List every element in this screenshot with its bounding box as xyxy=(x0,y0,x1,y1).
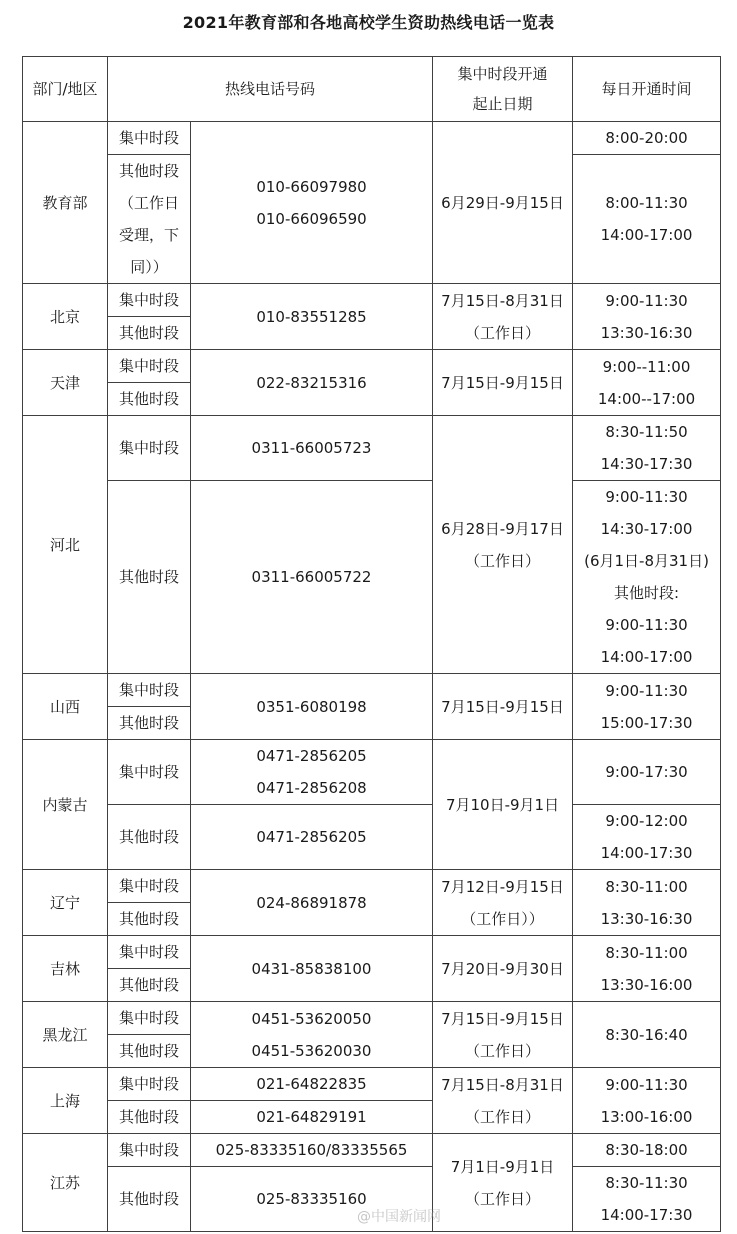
hours-cell: 8:30-18:00 xyxy=(573,1134,721,1167)
table-row xyxy=(23,1068,721,1101)
hours-line: 13:30-16:30 xyxy=(600,323,693,342)
hours-line: 13:30-16:00 xyxy=(600,975,693,994)
hotline-table xyxy=(22,56,721,1232)
header-period xyxy=(433,57,573,122)
dates-cell xyxy=(433,416,573,674)
hours-cell xyxy=(573,1068,721,1134)
dates-line: 7月1日-9月1日 xyxy=(450,1157,555,1176)
region-cell: 江苏 xyxy=(23,1134,108,1232)
segment-cell: 其他时段 xyxy=(108,1167,191,1232)
table-row xyxy=(23,416,721,481)
phone-number: 010-66097980 xyxy=(256,177,367,196)
segment-cell xyxy=(108,155,191,284)
segment-line: 其他时段 xyxy=(118,162,179,180)
segment-cell: 集中时段 xyxy=(108,1134,191,1167)
dates-cell xyxy=(433,1068,573,1134)
hours-line: 14:30-17:30 xyxy=(600,455,693,473)
phone-cell: 0311-66005722 xyxy=(191,481,433,674)
phone-cell xyxy=(191,1002,433,1068)
segment-cell: 其他时段 xyxy=(108,317,191,350)
table-row xyxy=(23,740,721,805)
phone-cell: 025-83335160/83335565 xyxy=(191,1134,433,1167)
hours-cell xyxy=(573,870,721,936)
phone-cell xyxy=(191,122,433,284)
table-row xyxy=(23,1002,721,1035)
hours-line: 14:00-17:00 xyxy=(600,648,693,666)
hours-line: 14:00--17:00 xyxy=(597,389,696,408)
table-row xyxy=(23,350,721,383)
segment-cell: 其他时段 xyxy=(108,1101,191,1134)
dates-line: 7月12日-9月15日 xyxy=(441,877,564,896)
hours-line: 其他时段: xyxy=(613,584,680,602)
phone-cell: 0431-85838100 xyxy=(191,936,433,1002)
hours-cell: 9:00-17:30 xyxy=(573,740,721,805)
hours-cell xyxy=(573,805,721,870)
region-cell: 河北 xyxy=(23,416,108,674)
dates-line: （工作日） xyxy=(465,1041,541,1060)
header-period-line: 起止日期 xyxy=(472,95,533,113)
segment-cell: 其他时段 xyxy=(108,903,191,936)
hours-line: 8:00-11:30 xyxy=(605,194,688,212)
phone-number: 0471-2856205 xyxy=(256,747,367,765)
dates-cell xyxy=(433,1002,573,1068)
segment-cell: 集中时段 xyxy=(108,416,191,481)
dates-line: 6月28日-9月17日 xyxy=(441,519,564,538)
dates-line: （工作日）） xyxy=(461,909,544,928)
segment-line: 同）） xyxy=(130,258,168,276)
dates-cell: 7月15日-9月15日 xyxy=(433,674,573,740)
segment-line: （工作日 xyxy=(118,194,179,212)
phone-number: 0451-53620050 xyxy=(251,1009,372,1028)
dates-line: 7月15日-8月31日 xyxy=(441,1075,564,1094)
hours-line: 14:30-17:00 xyxy=(600,520,693,538)
region-cell: 教育部 xyxy=(23,122,108,284)
segment-cell: 集中时段 xyxy=(108,674,191,707)
dates-cell: 7月20日-9月30日 xyxy=(433,936,573,1002)
segment-cell: 其他时段 xyxy=(108,481,191,674)
hours-line: 9:00-11:30 xyxy=(605,488,688,506)
phone-cell: 0471-2856205 xyxy=(191,805,433,870)
table-row xyxy=(23,936,721,969)
table-row xyxy=(23,481,721,674)
header-phone: 热线电话号码 xyxy=(108,57,433,122)
header-dept: 部门/地区 xyxy=(23,57,108,122)
phone-cell: 025-83335160 xyxy=(191,1167,433,1232)
segment-cell: 集中时段 xyxy=(108,122,191,155)
phone-cell: 010-83551285 xyxy=(191,284,433,350)
region-cell: 内蒙古 xyxy=(23,740,108,870)
table-row xyxy=(23,674,721,707)
dates-cell: 6月29日-9月15日 xyxy=(433,122,573,284)
dates-line: 7月15日-8月31日 xyxy=(441,291,564,310)
dates-line: （工作日） xyxy=(465,551,541,570)
table-row xyxy=(23,284,721,317)
hours-line: 13:30-16:30 xyxy=(600,909,693,928)
dates-line: （工作日） xyxy=(465,1189,541,1208)
segment-cell: 集中时段 xyxy=(108,1002,191,1035)
segment-cell: 其他时段 xyxy=(108,383,191,416)
hours-line: 13:00-16:00 xyxy=(600,1107,693,1126)
dates-cell xyxy=(433,1134,573,1232)
hours-line: 9:00--11:00 xyxy=(602,357,691,376)
region-cell: 黑龙江 xyxy=(23,1002,108,1068)
hours-cell xyxy=(573,674,721,740)
phone-cell xyxy=(191,740,433,805)
phone-cell: 0351-6080198 xyxy=(191,674,433,740)
segment-cell: 其他时段 xyxy=(108,969,191,1002)
hours-line: 9:00-12:00 xyxy=(605,812,688,830)
segment-cell: 集中时段 xyxy=(108,936,191,969)
header-row xyxy=(23,57,721,122)
segment-cell: 集中时段 xyxy=(108,870,191,903)
hours-line: 15:00-17:30 xyxy=(600,713,693,732)
phone-number: 0471-2856208 xyxy=(256,779,367,797)
hours-cell xyxy=(573,350,721,416)
segment-cell: 集中时段 xyxy=(108,284,191,317)
segment-cell: 集中时段 xyxy=(108,1068,191,1101)
hours-line: 9:00-11:30 xyxy=(605,616,688,634)
table-row xyxy=(23,870,721,903)
hours-line: 9:00-11:30 xyxy=(605,1075,688,1094)
hours-line: 14:00-17:30 xyxy=(600,1206,693,1224)
watermark: @中国新闻网 xyxy=(357,1209,441,1225)
phone-cell: 021-64822835 xyxy=(191,1068,433,1101)
hours-line: 8:30-11:30 xyxy=(605,1174,688,1192)
dates-cell xyxy=(433,284,573,350)
table-row xyxy=(23,805,721,870)
table-row xyxy=(23,122,721,155)
hours-cell xyxy=(573,155,721,284)
dates-line: 7月15日-9月15日 xyxy=(441,1009,564,1028)
segment-cell: 集中时段 xyxy=(108,350,191,383)
segment-cell: 集中时段 xyxy=(108,740,191,805)
segment-cell: 其他时段 xyxy=(108,707,191,740)
hours-cell xyxy=(573,416,721,481)
hours-line: 8:30-11:00 xyxy=(605,877,688,896)
dates-cell: 7月15日-9月15日 xyxy=(433,350,573,416)
hours-cell xyxy=(573,284,721,350)
header-hours: 每日开通时间 xyxy=(573,57,721,122)
segment-line: 受理，下 xyxy=(118,226,179,244)
segment-cell: 其他时段 xyxy=(108,1035,191,1068)
hours-cell xyxy=(573,481,721,674)
header-period-line: 集中时段开通 xyxy=(457,65,548,83)
hours-cell: 8:30-16:40 xyxy=(573,1002,721,1068)
region-cell: 上海 xyxy=(23,1068,108,1134)
phone-cell: 024-86891878 xyxy=(191,870,433,936)
phone-number: 0451-53620030 xyxy=(251,1041,372,1060)
dates-line: （工作日） xyxy=(465,1107,541,1126)
hours-line: 8:30-11:50 xyxy=(605,423,688,441)
hours-line: 14:00-17:00 xyxy=(600,226,693,244)
hours-cell xyxy=(573,936,721,1002)
phone-cell: 021-64829191 xyxy=(191,1101,433,1134)
hours-line: 14:00-17:30 xyxy=(600,844,693,862)
phone-number: 010-66096590 xyxy=(256,209,367,228)
hours-line: 9:00-11:30 xyxy=(605,291,688,310)
table-row xyxy=(23,1134,721,1167)
region-cell: 辽宁 xyxy=(23,870,108,936)
page-title: 2021年教育部和各地高校学生资助热线电话一览表 xyxy=(182,13,555,32)
hours-cell xyxy=(573,1167,721,1232)
dates-cell xyxy=(433,870,573,936)
phone-cell: 022-83215316 xyxy=(191,350,433,416)
hours-line: (6月1日-8月31日) xyxy=(584,552,709,570)
dates-cell: 7月10日-9月1日 xyxy=(433,740,573,870)
region-cell: 北京 xyxy=(23,284,108,350)
phone-cell: 0311-66005723 xyxy=(191,416,433,481)
dates-line: （工作日） xyxy=(465,323,541,342)
hours-line: 9:00-11:30 xyxy=(605,681,688,700)
hours-cell: 8:00-20:00 xyxy=(573,122,721,155)
region-cell: 天津 xyxy=(23,350,108,416)
region-cell: 山西 xyxy=(23,674,108,740)
hours-line: 8:30-11:00 xyxy=(605,943,688,962)
segment-cell: 其他时段 xyxy=(108,805,191,870)
region-cell: 吉林 xyxy=(23,936,108,1002)
